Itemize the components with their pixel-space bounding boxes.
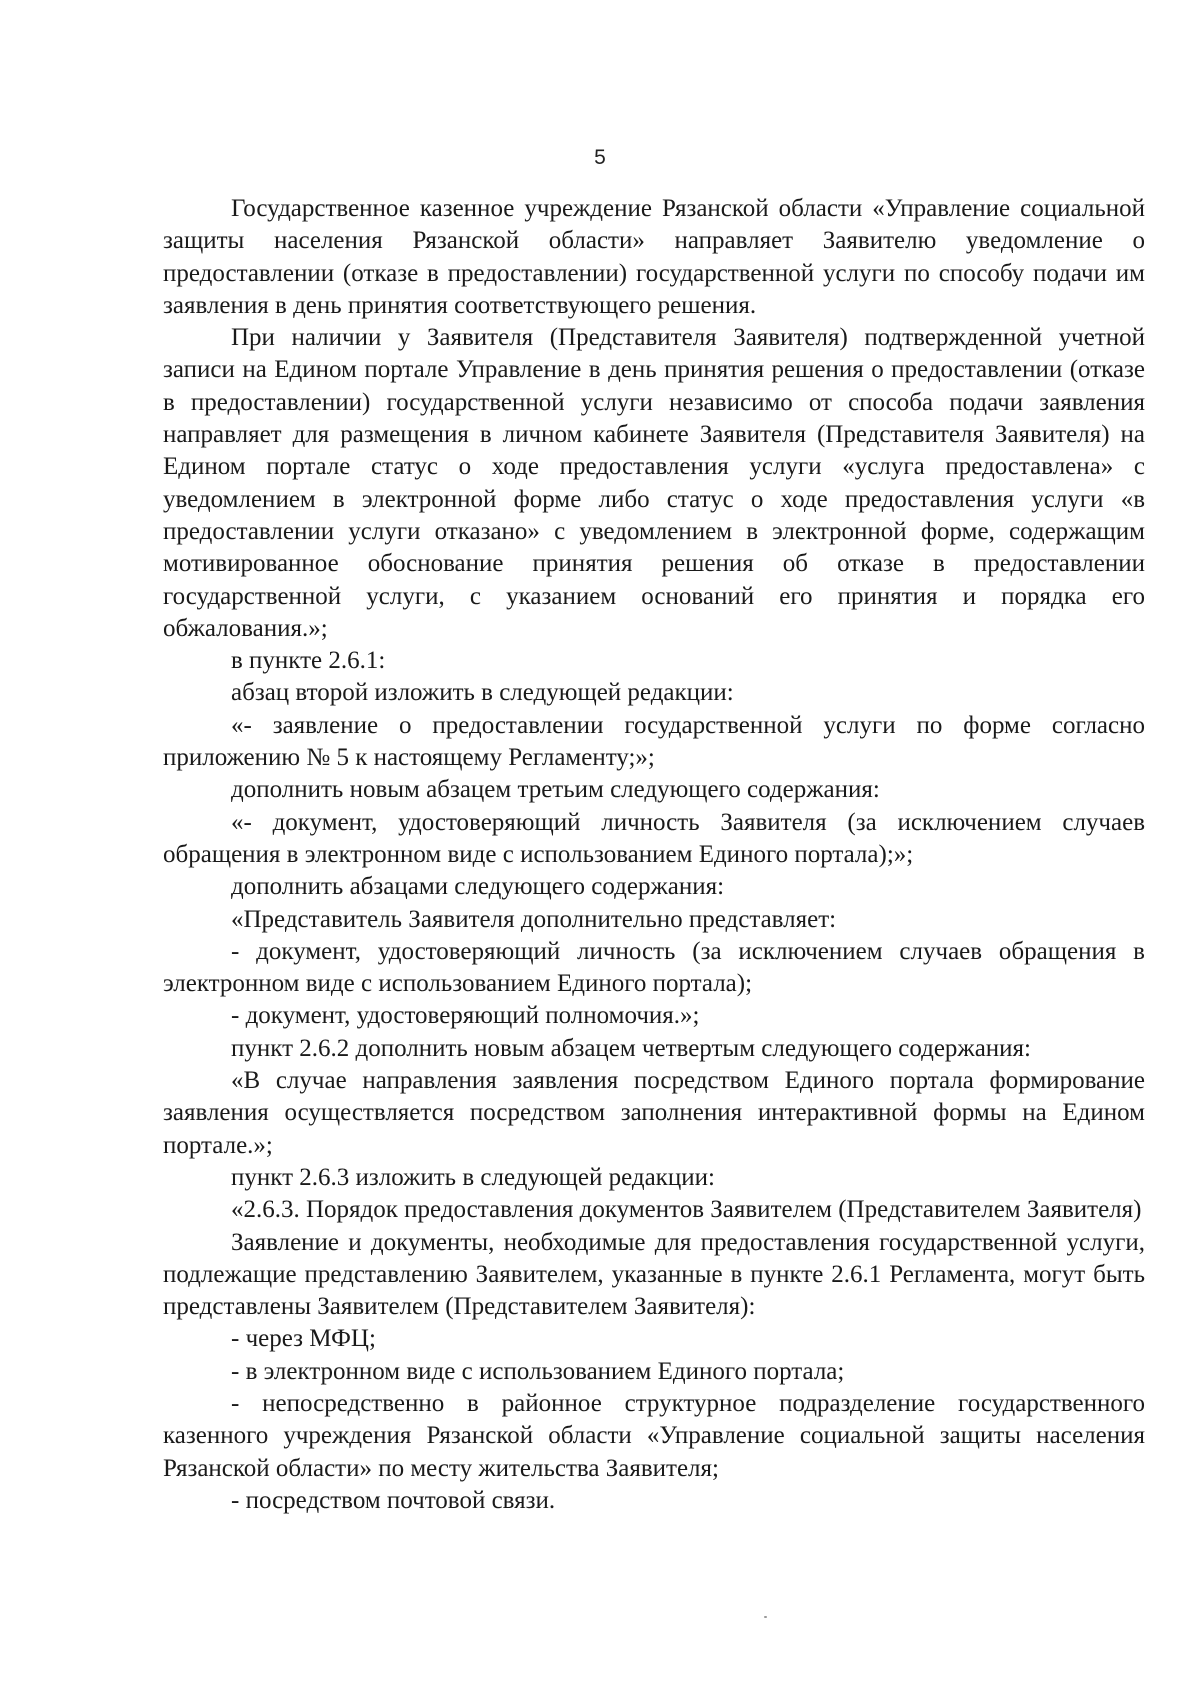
paragraph: - непосредственно в районное структурное подразделение государственного казенного учреждения Рязанской области «Управление социальной защиты населения Рязанской области» по месту жительства Заявителя;	[163, 1389, 1145, 1482]
page-number: 5	[594, 146, 606, 169]
paragraph: «- заявление о предоставлении государственной услуги по форме согласно приложению № 5 к настоящему Регламенту;»;	[163, 711, 1145, 772]
paragraph: Заявление и документы, необходимые для предоставления государственной услуги, подлежащие представлению Заявителем, указанные в пункте 2.6.1 Регламента, могут быть представлены Заявителем (Представителем Заявителя):	[163, 1228, 1145, 1321]
paragraph: в пункте 2.6.1:	[231, 647, 386, 675]
paragraph: абзац второй изложить в следующей редакции:	[231, 679, 734, 707]
paragraph: «Представитель Заявителя дополнительно представляет:	[231, 905, 837, 933]
paragraph: - документ, удостоверяющий полномочия.»;	[231, 1002, 700, 1030]
paragraph: - документ, удостоверяющий личность (за исключением случаев обращения в электронном виде с использованием Единого портала);	[163, 937, 1145, 998]
paragraph: «2.6.3. Порядок предоставления документов Заявителем (Представителем Заявителя)	[231, 1196, 1142, 1224]
paragraph: «В случае направления заявления посредством Единого портала формирование заявления осуществляется посредством заполнения интерактивной формы на Едином портале.»;	[163, 1067, 1145, 1159]
paragraph: пункт 2.6.2 дополнить новым абзацем четвертым следующего содержания:	[231, 1034, 1031, 1062]
paragraph: Государственное казенное учреждение Рязанской области «Управление социальной защиты населения Рязанской области» направляет Заявителю уведомление о предоставлении (отказе в предоставлении) государственной услуги по способу подачи им заявления в день принятия соответствующего решения.	[163, 195, 1145, 319]
paragraph: дополнить новым абзацем третьим следующего содержания:	[231, 776, 880, 804]
paragraph: «- документ, удостоверяющий личность Заявителя (за исключением случаев обращения в электронном виде с использованием Единого портала);»;	[163, 808, 1145, 868]
paragraph: При наличии у Заявителя (Представителя Заявителя) подтвержденной учетной записи на Едином портале Управление в день принятия решения о предоставлении (отказе в предоставлении) государственной услуги независимо от способа подачи заявления направляет для размещения в личном кабинете Заявителя (Представителя Заявителя) на Едином портале статус о ходе предоставления услуги «услуга предоставлена» с уведомлением в электронной форме либо статус о ходе предоставления услуги «в предоставлении услуги отказано» с уведомлением в электронной форме, содержащим мотивированное обоснование принятия решения об отказе в предоставлении государственной услуги, с указанием оснований его принятия и порядка его обжалования.»;	[163, 324, 1145, 642]
paragraph: - в электронном виде с использованием Единого портала;	[231, 1357, 845, 1385]
document-body	[163, 193, 1145, 1517]
paragraph: дополнить абзацами следующего содержания:	[231, 873, 725, 901]
scan-speck	[764, 1616, 767, 1618]
paragraph: - через МФЦ;	[231, 1325, 376, 1353]
paragraph: пункт 2.6.3 изложить в следующей редакции:	[231, 1163, 715, 1191]
paragraph: - посредством почтовой связи.	[231, 1486, 556, 1514]
